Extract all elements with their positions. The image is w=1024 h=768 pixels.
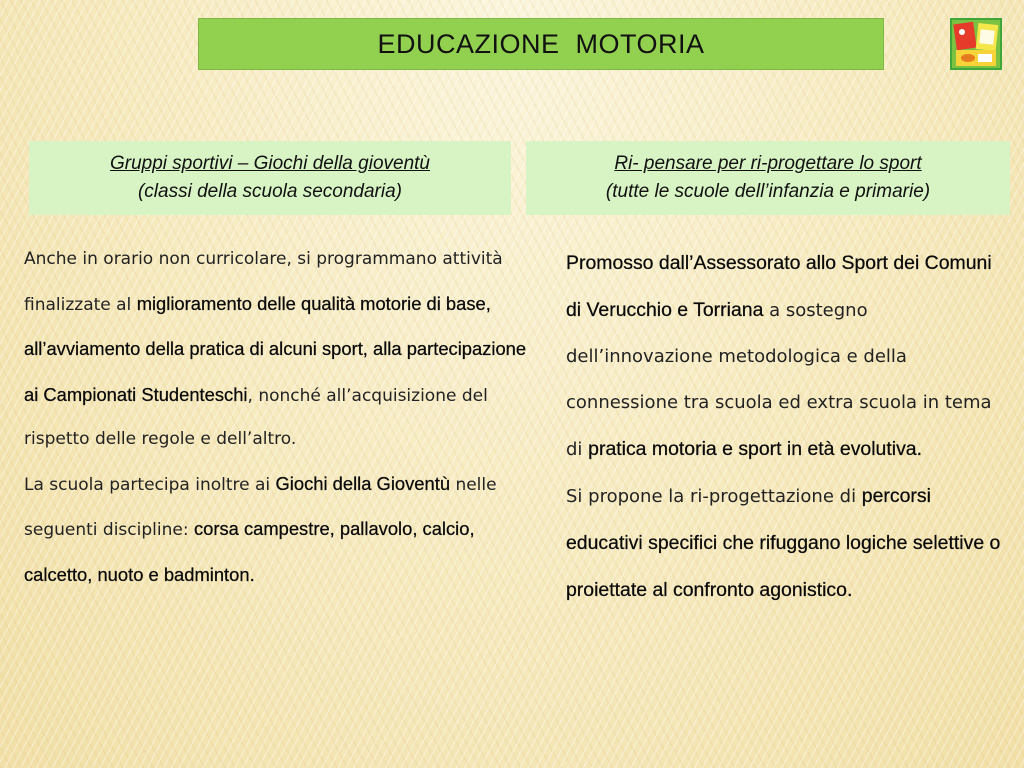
left-column-body <box>24 238 534 598</box>
left-p2-text-2: nelle seguenti discipline: <box>24 474 497 540</box>
right-paragraph-2 <box>566 473 1006 614</box>
title-bar <box>198 18 884 70</box>
right-header-title: Ri- pensare per ri-progettare lo sport <box>614 153 922 174</box>
sport-books-logo-icon <box>950 18 1002 70</box>
right-column-header <box>526 141 1010 215</box>
left-p2-bold-1: Giochi della Gioventù <box>275 472 451 494</box>
right-paragraph-1 <box>566 240 1006 473</box>
right-p1-bold-1: Promosso dall’Assessorato allo Sport dei Comuni di Verucchio e Torriana <box>566 252 992 321</box>
slide-title: EDUCAZIONE MOTORIA <box>377 28 705 59</box>
right-p1-bold-2: pratica motoria e sport in età evolutiva. <box>588 438 923 460</box>
right-p2-bold-1: percorsi educativi specifici che rifuggano logiche selettive o proiettate al confronto agonistico. <box>566 485 1001 601</box>
left-header-subtitle: (classi della scuola secondaria) <box>137 181 402 202</box>
left-p2-bold-2: corsa campestre, pallavolo, calcio, calcetto, nuoto e badminton. <box>24 518 475 585</box>
right-header-subtitle: (tutte le scuole dell’infanzia e primarie) <box>605 181 931 202</box>
right-p1-text-1: a sostegno dell’innovazione metodologica e della connessione tra scuola ed extra scuola in tema di <box>566 300 992 460</box>
left-p1-text-1: Anche in orario non curricolare, si programmano attività finalizzate al <box>24 249 503 315</box>
left-header-title: Gruppi sportivi – Giochi della gioventù <box>109 153 430 174</box>
left-column-header <box>29 141 511 215</box>
left-paragraph-1 <box>24 238 534 462</box>
left-p1-bold-1: miglioramento delle qualità motorie di base, all’avviamento della pratica di alcuni sport, alla partecipazione ai Campionati Studenteschi <box>24 292 527 405</box>
right-column-body <box>566 240 1006 614</box>
left-p1-text-2: , nonché all’acquisizione del rispetto delle regole e dell’altro. <box>24 385 488 449</box>
left-paragraph-2 <box>24 462 534 599</box>
right-p2-text-1: Si propone la ri-progettazione di <box>566 486 862 507</box>
left-p2-text-1: La scuola partecipa inoltre ai <box>24 474 276 495</box>
